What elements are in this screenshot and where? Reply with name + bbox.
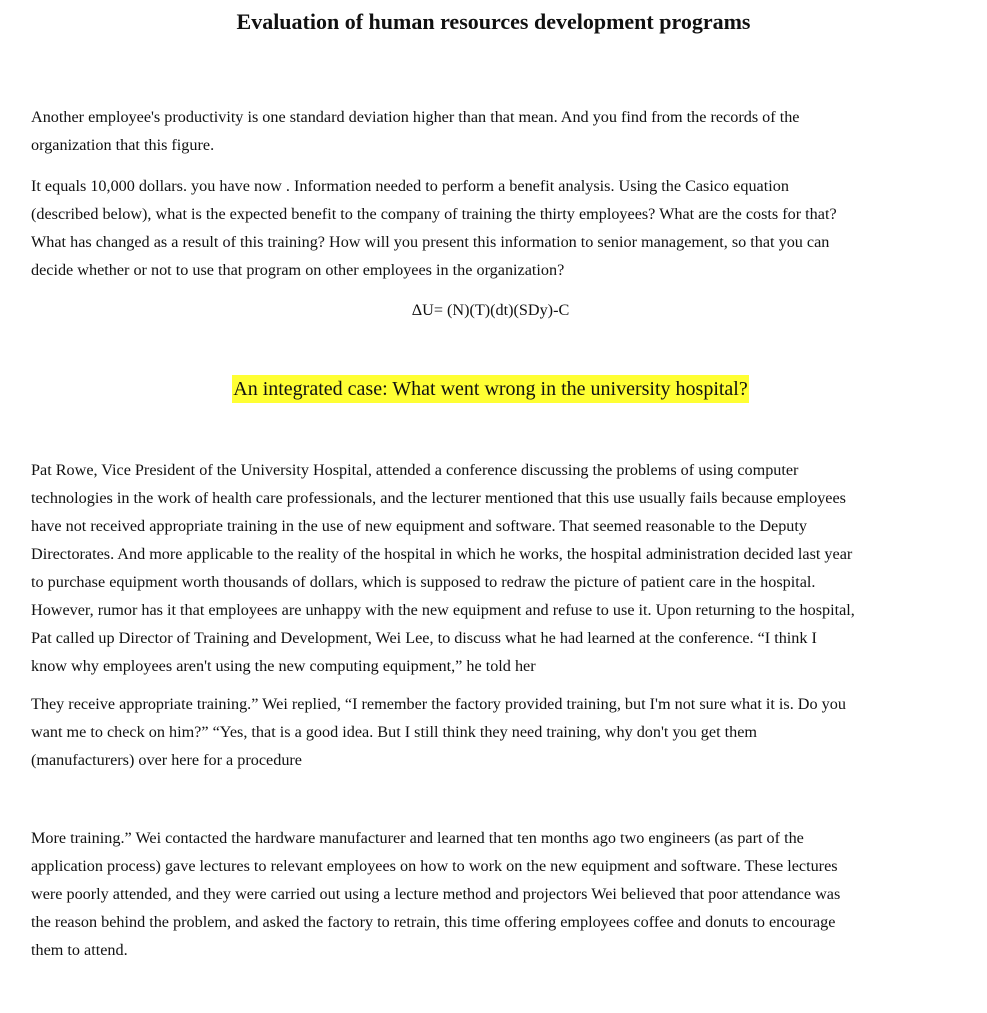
paragraph-line: Another employee's productivity is one standard deviation higher than that mean. And you find from the records of the <box>31 108 800 126</box>
case-paragraph-1 <box>31 456 957 680</box>
paragraph-line: want me to check on him?” “Yes, that is a good idea. But I still think they need training, why don't you get them <box>31 723 757 741</box>
case-heading-container <box>0 375 981 403</box>
paragraph-line: the reason behind the problem, and asked the factory to retrain, this time offering employees coffee and donuts to encourage <box>31 913 836 931</box>
paragraph-line: application process) gave lectures to relevant employees on how to work on the new equipment and software. These lectures <box>31 857 838 875</box>
case-paragraph-3 <box>31 824 957 964</box>
paragraph-line: were poorly attended, and they were carried out using a lecture method and projectors Wei believed that poor attendance was <box>31 885 841 903</box>
intro-paragraph-2 <box>31 172 957 284</box>
paragraph-line: It equals 10,000 dollars. you have now . Information needed to perform a benefit analysis. Using the Casico equation <box>31 177 789 195</box>
paragraph-line: decide whether or not to use that program on other employees in the organization? <box>31 261 565 279</box>
paragraph-line: to purchase equipment worth thousands of dollars, which is supposed to redraw the picture of patient care in the hospital. <box>31 573 816 591</box>
document-title: Evaluation of human resources development programs <box>236 9 751 34</box>
cascio-formula: ΔU= (N)(T)(dt)(SDy)-C <box>411 301 570 319</box>
paragraph-line: They receive appropriate training.” Wei replied, “I remember the factory provided training, but I'm not sure what it is. Do you <box>31 695 846 713</box>
case-paragraph-2 <box>31 690 957 774</box>
paragraph-line: (manufacturers) over here for a procedure <box>31 751 302 769</box>
case-heading: An integrated case: What went wrong in the university hospital? <box>232 375 749 403</box>
intro-paragraph-1 <box>31 103 957 159</box>
paragraph-line: Directorates. And more applicable to the reality of the hospital in which he works, the hospital administration decided last year <box>31 545 853 563</box>
paragraph-line: organization that this figure. <box>31 136 215 154</box>
paragraph-line: However, rumor has it that employees are unhappy with the new equipment and refuse to use it. Upon returning to the hospital, <box>31 601 855 619</box>
paragraph-line: Pat called up Director of Training and Development, Wei Lee, to discuss what he had learned at the conference. “I think I <box>31 629 817 647</box>
paragraph-line: know why employees aren't using the new computing equipment,” he told her <box>31 657 536 675</box>
paragraph-line: (described below), what is the expected benefit to the company of training the thirty employees? What are the costs for that? <box>31 205 837 223</box>
paragraph-line: What has changed as a result of this training? How will you present this information to senior management, so that you can <box>31 233 830 251</box>
paragraph-line: Pat Rowe, Vice President of the University Hospital, attended a conference discussing the problems of using computer <box>31 461 799 479</box>
paragraph-line: them to attend. <box>31 941 128 959</box>
paragraph-line: have not received appropriate training in the use of new equipment and software. That seemed reasonable to the Deputy <box>31 517 807 535</box>
paragraph-line: More training.” Wei contacted the hardware manufacturer and learned that ten months ago two engineers (as part of the <box>31 829 804 847</box>
paragraph-line: technologies in the work of health care professionals, and the lecturer mentioned that this use usually fails because employees <box>31 489 846 507</box>
